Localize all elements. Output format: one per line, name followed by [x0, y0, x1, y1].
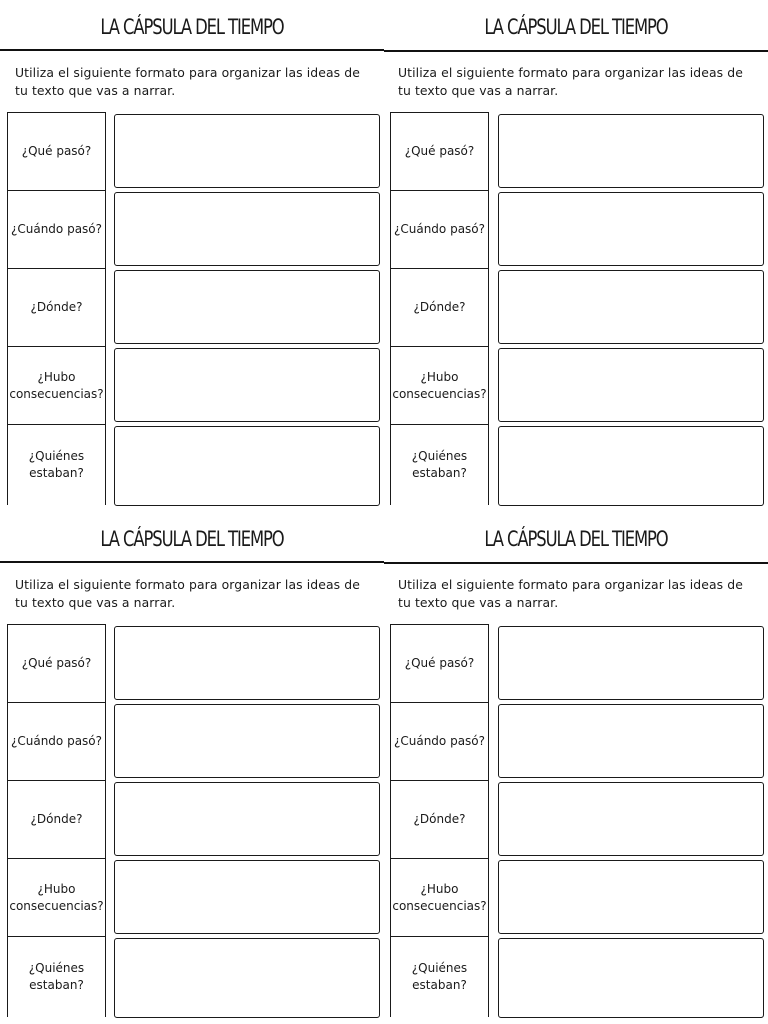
answer-box-consequences[interactable] [114, 348, 380, 422]
instructions-text: Utiliza el siguiente formato para organizar las ideas de tu texto que vas a narrar. [398, 65, 743, 98]
answer-box-where[interactable] [498, 270, 764, 344]
answer-box-who[interactable] [114, 938, 380, 1018]
question-where: ¿Dónde? [391, 781, 488, 859]
question-who: ¿Quiénes estaban? [28, 449, 85, 480]
title-rule [384, 562, 768, 564]
answer-box-consequences[interactable] [498, 860, 764, 934]
answer-box-what-happened[interactable] [498, 626, 764, 700]
answer-column [498, 626, 764, 1022]
question-consequences: ¿Hubo consecuencias? [391, 347, 488, 425]
question-when: ¿Cuándo pasó? [391, 191, 488, 269]
question-when: ¿Cuándo pasó? [8, 703, 105, 781]
instructions-text: Utiliza el siguiente formato para organizar las ideas de tu texto que vas a narrar. [15, 65, 360, 98]
question-where: ¿Dónde? [391, 269, 488, 347]
answer-column [114, 626, 380, 1022]
answer-box-where[interactable] [114, 782, 380, 856]
worksheet-bottom-left [0, 512, 384, 1024]
question-consequences: ¿Hubo consecuencias? [8, 859, 105, 937]
instructions-text: Utiliza el siguiente formato para organizar las ideas de tu texto que vas a narrar. [398, 577, 743, 610]
question-who: ¿Quiénes estaban? [411, 961, 468, 992]
answer-box-when[interactable] [498, 192, 764, 266]
question-column [7, 112, 106, 505]
worksheet-title: LA CÁPSULA DEL TIEMPO [100, 527, 284, 551]
worksheet-title: LA CÁPSULA DEL TIEMPO [100, 15, 284, 39]
question-what-happened: ¿Qué pasó? [391, 113, 488, 191]
worksheet-bottom-right [384, 512, 768, 1024]
question-when: ¿Cuándo pasó? [391, 703, 488, 781]
worksheet-top-left [0, 0, 384, 512]
worksheet-title: LA CÁPSULA DEL TIEMPO [484, 15, 668, 39]
answer-box-what-happened[interactable] [114, 114, 380, 188]
question-what-happened: ¿Qué pasó? [8, 625, 105, 703]
question-column [7, 624, 106, 1017]
answer-box-consequences[interactable] [498, 348, 764, 422]
question-column [390, 624, 489, 1017]
worksheet-top-right [384, 0, 768, 512]
title-rule [0, 561, 384, 563]
instructions-text: Utiliza el siguiente formato para organizar las ideas de tu texto que vas a narrar. [15, 577, 360, 610]
answer-box-when[interactable] [114, 704, 380, 778]
question-what-happened: ¿Qué pasó? [391, 625, 488, 703]
answer-box-who[interactable] [498, 426, 764, 506]
worksheet-title: LA CÁPSULA DEL TIEMPO [484, 527, 668, 551]
answer-column [498, 114, 764, 510]
question-where: ¿Dónde? [8, 269, 105, 347]
question-column [390, 112, 489, 505]
question-who: ¿Quiénes estaban? [28, 961, 85, 992]
answer-box-where[interactable] [498, 782, 764, 856]
question-who: ¿Quiénes estaban? [411, 449, 468, 480]
answer-box-consequences[interactable] [114, 860, 380, 934]
title-rule [0, 49, 384, 51]
answer-box-who[interactable] [114, 426, 380, 506]
title-rule [384, 50, 768, 52]
question-what-happened: ¿Qué pasó? [8, 113, 105, 191]
answer-box-when[interactable] [114, 192, 380, 266]
answer-box-what-happened[interactable] [498, 114, 764, 188]
answer-box-what-happened[interactable] [114, 626, 380, 700]
answer-box-where[interactable] [114, 270, 380, 344]
question-where: ¿Dónde? [8, 781, 105, 859]
answer-column [114, 114, 380, 510]
question-consequences: ¿Hubo consecuencias? [391, 859, 488, 937]
question-consequences: ¿Hubo consecuencias? [8, 347, 105, 425]
question-when: ¿Cuándo pasó? [8, 191, 105, 269]
answer-box-when[interactable] [498, 704, 764, 778]
answer-box-who[interactable] [498, 938, 764, 1018]
